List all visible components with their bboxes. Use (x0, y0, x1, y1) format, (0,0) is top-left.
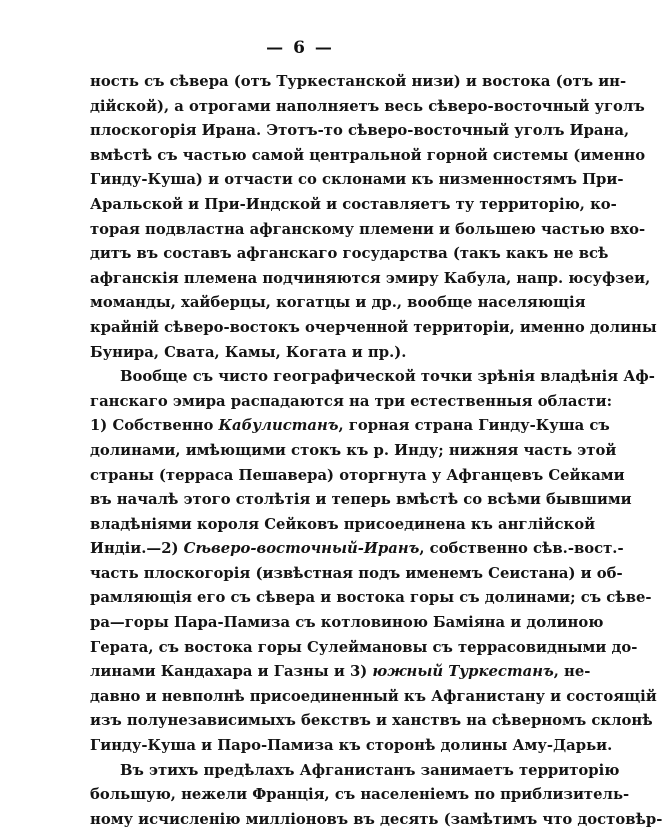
text-segment: изъ полунезависимыхъ бекствъ и ханствъ на сѣверномъ склонѣ (90, 712, 653, 730)
text-line (90, 488, 632, 513)
italic-term: южный Туркестанъ (372, 663, 554, 681)
text-segment: 1) Собственно (90, 417, 219, 435)
text-line (90, 390, 613, 415)
text-line (90, 193, 617, 218)
text-segment: крайній сѣверо-востокъ очерченной территоріи, именно долины (90, 318, 657, 336)
text-segment: Бунира, Свата, Камы, Когата и пр.). (90, 343, 407, 361)
text-segment: Вообще съ чисто географической точки зрѣнія владѣнія Аф- (120, 368, 655, 386)
text-line (90, 365, 655, 390)
text-line (90, 119, 630, 144)
text-line (90, 267, 651, 292)
text-line (90, 734, 613, 759)
text-line (90, 562, 623, 587)
text-segment: Въ этихъ предѣлахъ Афганистанъ занимаетъ территорію (120, 761, 620, 779)
text-segment: , не- (553, 663, 591, 681)
text-segment: ному исчисленію милліоновъ въ десять (замѣтимъ что достовѣр- (90, 810, 662, 828)
page-number: — 6 — (266, 38, 334, 58)
text-line (90, 660, 591, 685)
text-segment: линами Кандахара и Газны и 3) (90, 663, 373, 681)
text-line (90, 218, 646, 243)
text-segment: ганскаго эмира распадаются на три естественныя области: (90, 392, 613, 410)
text-segment: дійской), а отрогами наполняетъ весь сѣверо-восточный уголъ (90, 97, 645, 115)
text-line (90, 464, 625, 489)
text-segment: , горная страна Гинду-Куша съ (338, 417, 610, 435)
text-line (90, 291, 586, 316)
text-segment: большую, нежели Франція, съ населеніемъ по приблизитель- (90, 786, 630, 804)
text-line (90, 537, 624, 562)
italic-term: Сѣверо-восточный-Иранъ (183, 540, 420, 558)
text-segment: Индіи.—2) (90, 540, 184, 558)
text-segment: афганскія племена подчиняются эмиру Кабула, напр. юсуфзеи, (90, 269, 651, 287)
text-line (90, 95, 645, 120)
text-line (90, 439, 617, 464)
text-segment: рамляющія его съ сѣвера и востока горы съ долинами; съ сѣве- (90, 589, 652, 607)
text-segment: страны (терраса Пешавера) оторгнута у Афганцевъ Сейками (90, 466, 625, 484)
text-segment: давно и невполнѣ присоединенный къ Афганистану и состоящій (90, 687, 657, 705)
text-segment: , собственно сѣв.-вост.- (419, 540, 624, 558)
text-line (90, 636, 638, 661)
text-line (90, 685, 657, 710)
text-segment: Гинду-Куша и Паро-Памиза къ сторонѣ долины Аму-Дарьи. (90, 737, 613, 755)
text-line (90, 70, 627, 95)
text-line (90, 759, 620, 784)
text-segment: Гинду-Куша) и отчасти со склонами къ низменностямъ При- (90, 171, 624, 189)
text-line (90, 808, 662, 832)
text-segment: владѣніями короля Сейковъ присоединена къ англійской (90, 515, 596, 533)
body-text (90, 70, 662, 832)
text-segment: ность съ сѣвера (отъ Туркестанской низи) и востока (отъ ин- (90, 73, 627, 90)
text-line (90, 783, 630, 808)
text-segment: часть плоскогорія (извѣстная подъ именемъ Сеистана) и об- (90, 564, 623, 582)
text-line (90, 144, 646, 169)
text-line (90, 586, 652, 611)
text-segment: ра—горы Пара-Памиза съ котловиною Баміяна и долиною (90, 614, 604, 632)
text-line (90, 611, 604, 636)
text-line (90, 709, 653, 734)
text-segment: вмѣстѣ съ частью самой центральной горной системы (именно (90, 146, 646, 164)
text-line (90, 513, 596, 538)
text-line (90, 341, 508, 366)
text-line (90, 242, 609, 267)
text-line (90, 316, 657, 341)
text-segment: долинами, имѣющими стокъ къ р. Инду; нижняя часть этой (90, 441, 617, 459)
text-segment: Герата, съ востока горы Сулеймановы съ террасовидными до- (90, 638, 638, 656)
text-segment: Аральской и При-Индской и составляетъ ту территорію, ко- (90, 195, 617, 213)
text-segment: дитъ въ составъ афганскаго государства (такъ какъ не всѣ (90, 245, 609, 263)
text-segment: моманды, хайберцы, когатцы и др., вообще населяющія (90, 294, 586, 312)
text-line (90, 168, 624, 193)
italic-term: Кабулистанъ (218, 417, 339, 435)
text-line (90, 414, 610, 439)
text-segment: въ началѣ этого столѣтія и теперь вмѣстѣ со всѣми бывшими (90, 491, 632, 509)
text-segment: плоскогорія Ирана. Этотъ-то сѣверо-восточный уголъ Ирана, (90, 122, 630, 140)
text-segment: торая подвластна афганскому племени и большею частью вхо- (90, 220, 646, 238)
